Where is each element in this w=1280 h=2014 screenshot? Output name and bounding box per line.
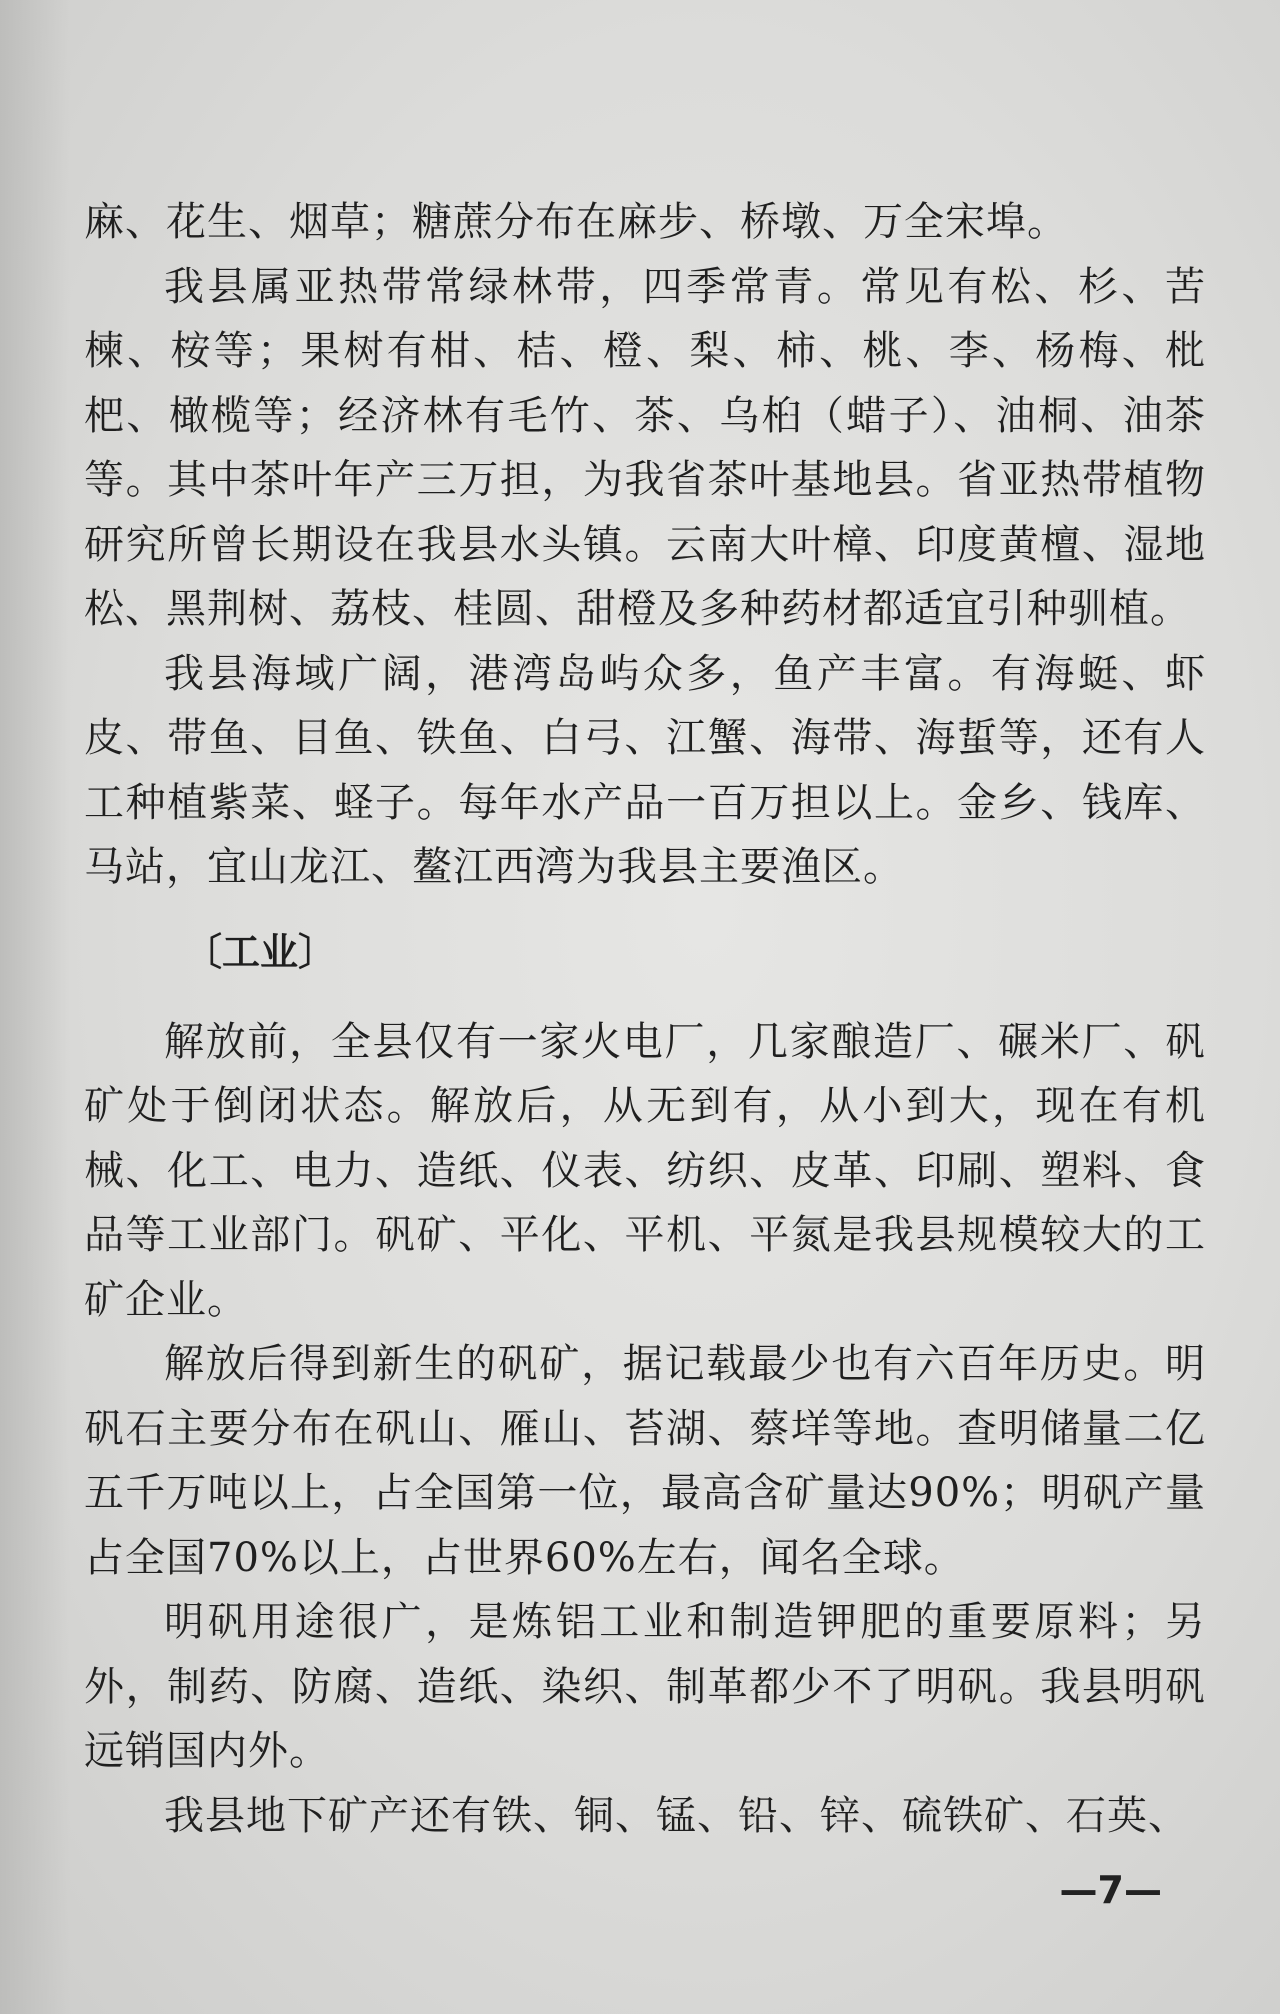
paragraph-industry-history: 解放前，全县仅有一家火电厂，几家酿造厂、碾米厂、矾矿处于倒闭状态。解放后，从无到有，从小到大，现在有机械、化工、电力、造纸、仪表、纺织、皮革、印刷、塑料、食品等工业部门。矾矿、平化、平机、平氮是我县规模较大的工矿企业。 [84,1018,1206,1323]
paragraph-alum-uses: 明矾用途很广，是炼铝工业和制造钾肥的重要原料；另外，制药、防腐、造纸、染织、制革都少不了明矾。我县明矾远销国内外。 [84,1599,1206,1774]
paragraph-alum-mine: 解放后得到新生的矾矿，据记载最少也有六百年历史。明矾石主要分布在矾山、雁山、苔湖、蔡垟等地。查明储量二亿五千万吨以上，占全国第一位，最高含矿量达90%；明矾产量占全国70%以上，占世界60%左右，闻名全球。 [84,1341,1206,1581]
section-heading-industry: 〔工业〕 [184,929,337,974]
page-text [84,190,1206,1848]
page-spine-shadow [0,0,70,2014]
page-number: —7— [1059,1868,1162,1912]
paragraph-fishery: 我县海域广阔，港湾岛屿众多，鱼产丰富。有海蜓、虾皮、带鱼、目鱼、铁鱼、白弓、江蟹、海带、海蜇等，还有人工种植紫菜、蛏子。每年水产品一百万担以上。金乡、钱库、马站，宜山龙江、鳌江西湾为我县主要渔区。 [84,650,1206,890]
paragraph-other-minerals: 我县地下矿产还有铁、铜、锰、铅、锌、硫铁矿、石英、 [164,1792,1189,1839]
paragraph-continuation: 麻、花生、烟草；糖蔗分布在麻步、桥墩、万全宋埠。 [84,199,1068,245]
paragraph-forestry: 我县属亚热带常绿林带，四季常青。常见有松、杉、苦楝、桉等；果树有柑、桔、橙、梨、柿、桃、李、杨梅、枇杷、橄榄等；经济林有毛竹、茶、乌桕（蜡子）、油桐、油茶等。其中茶叶年产三万担，为我省茶叶基地县。省亚热带植物研究所曾长期设在我县水头镇。云南大叶樟、印度黄檀、湿地松、黑荆树、荔枝、桂圆、甜橙及多种药材都适宜引种驯植。 [84,263,1206,632]
